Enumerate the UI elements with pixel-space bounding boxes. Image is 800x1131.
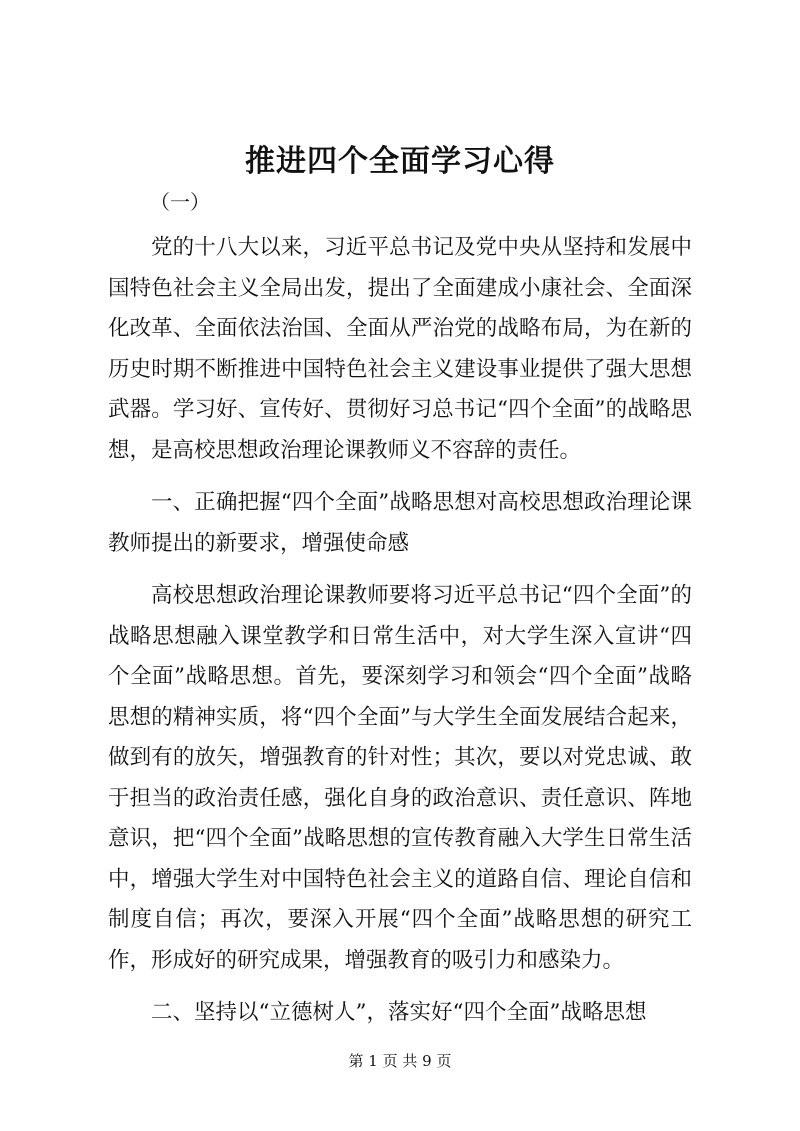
section-heading: 二、坚持以“立德树人”，落实好“四个全面”战略思想	[151, 1000, 647, 1025]
document-title: 推进四个全面学习心得	[245, 144, 555, 179]
document-body	[108, 228, 692, 1034]
section-heading: 一、正确把握“四个全面”战略思想对高校思想政治理论课教师提出的新要求，增强使命感	[108, 490, 692, 556]
body-paragraph: 高校思想政治理论课教师要将习近平总书记“四个全面”的战略思想融入课堂教学和日常生活中，对大学生深入宣讲“四个全面”战略思想。首先，要深刻学习和领会“四个全面”战略思想的精神实质，将“四个全面”与大学生全面发展结合起来，做到有的放矢，增强教育的针对性；其次，要以对党忠诚、敢于担当的政治责任感，强化自身的政治意识、责任意识、阵地意识，把“四个全面”战略思想的宣传教育融入大学生日常生活中，增强大学生对中国特色社会主义的道路自信、理论自信和制度自信；再次，要深入开展“四个全面”战略思想的研究工作，形成好的研究成果，增强教育的吸引力和感染力。	[108, 583, 692, 973]
body-paragraph: 党的十八大以来，习近平总书记及党中央从坚持和发展中国特色社会主义全局出发，提出了全面建成小康社会、全面深化改革、全面依法治国、全面从严治党的战略布局，为在新的历史时期不断推进中国特色社会主义建设事业提供了强大思想武器。学习好、宣传好、贯彻好习总书记“四个全面”的战略思想，是高校思想政治理论课教师义不容辞的责任。	[108, 235, 692, 463]
page-footer: 第 1 页 共 9 页	[348, 1052, 452, 1070]
section-number: （一）	[150, 190, 210, 214]
